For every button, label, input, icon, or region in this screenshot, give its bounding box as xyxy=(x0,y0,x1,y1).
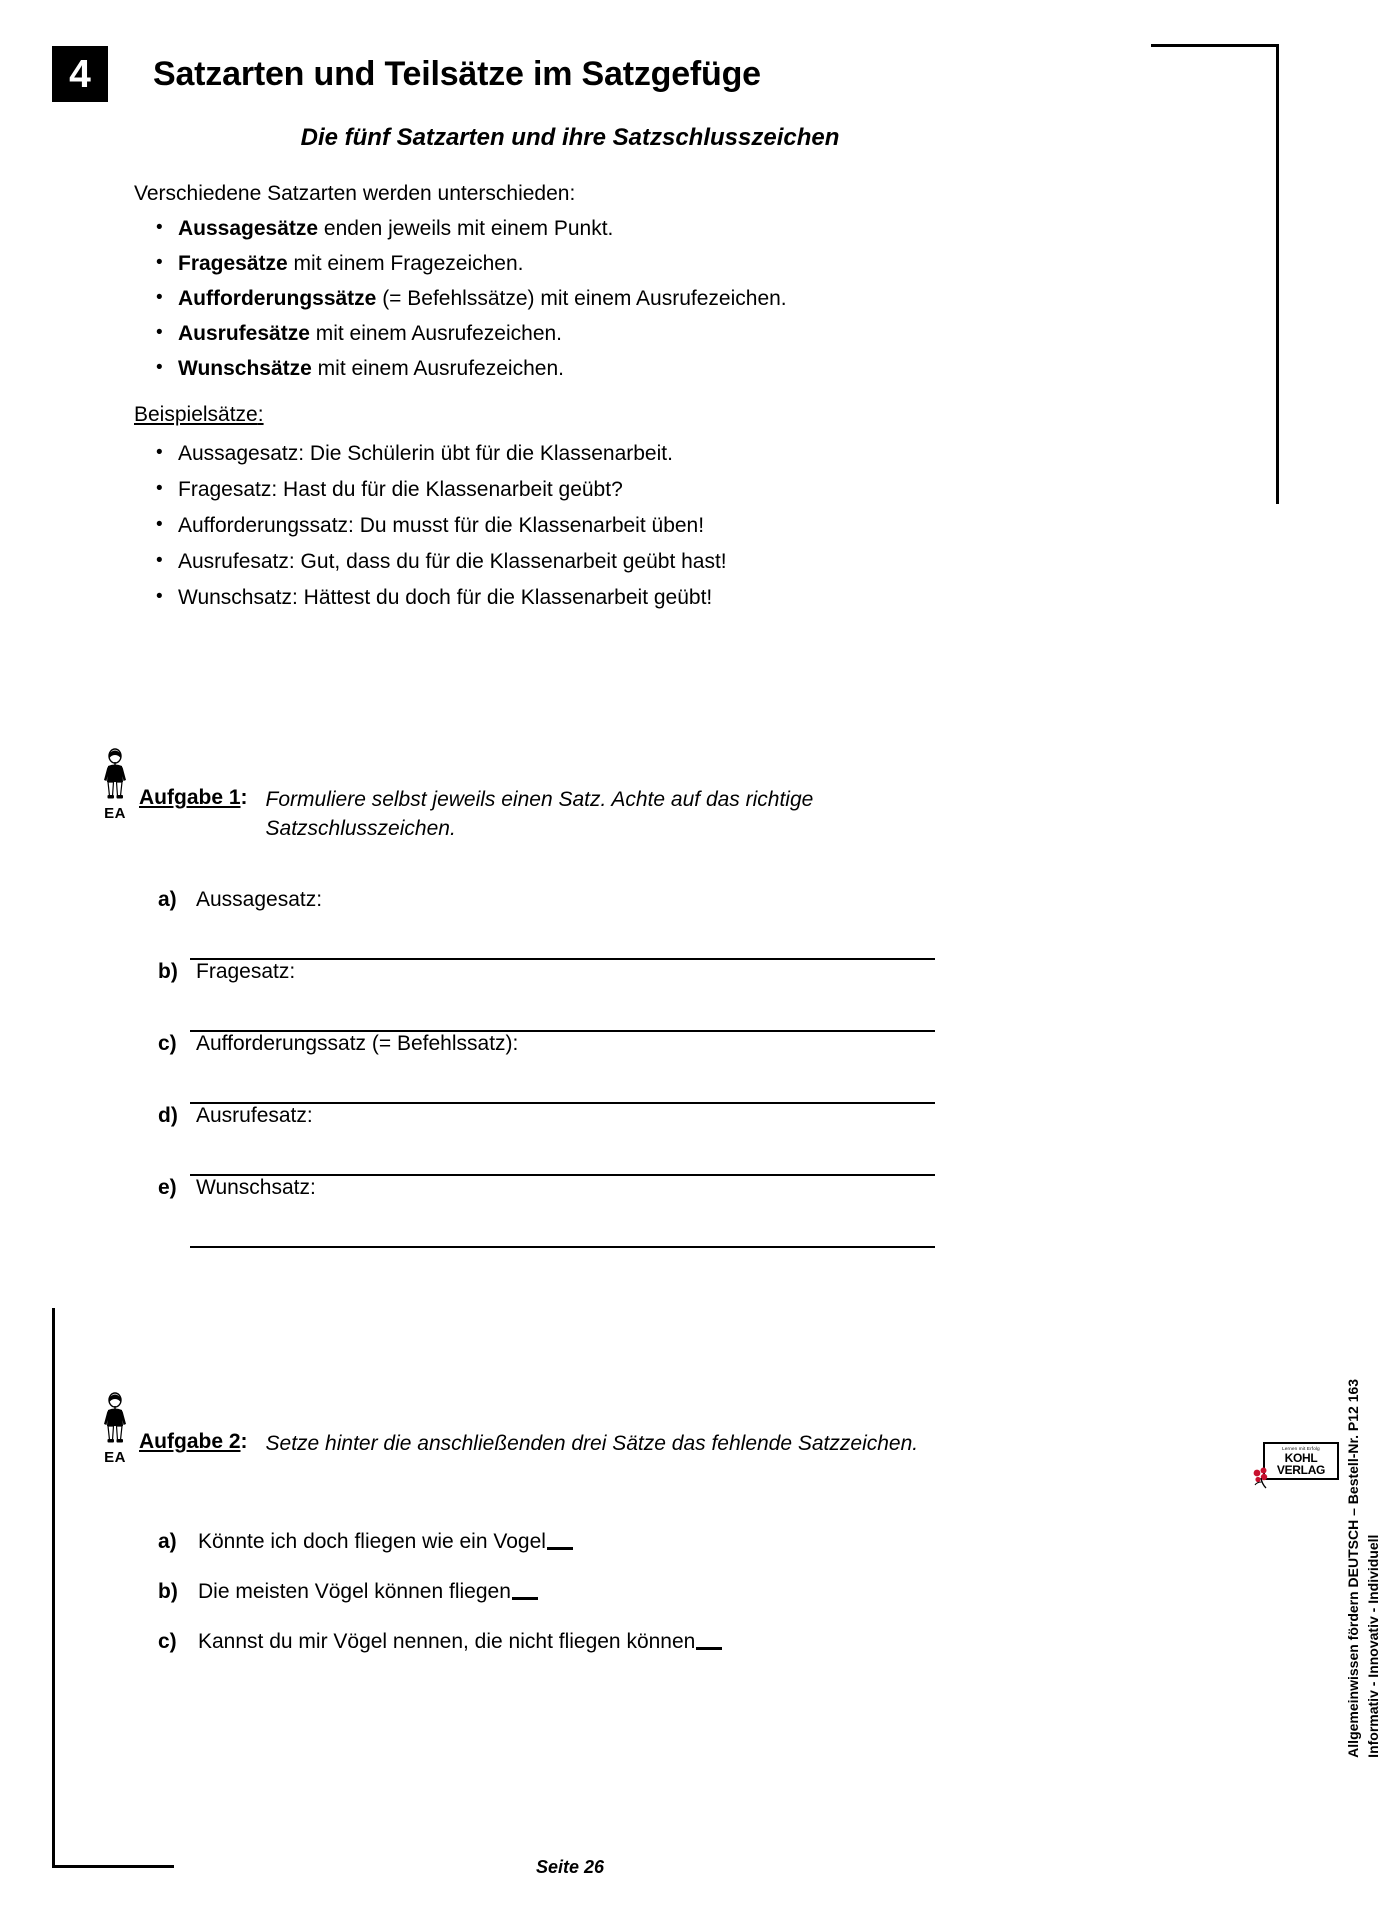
item-sentence xyxy=(198,1630,722,1654)
answer-letter: d) xyxy=(158,1104,178,1127)
answer-write-line[interactable] xyxy=(190,1246,935,1248)
answer-label: Wunschsatz: xyxy=(196,1176,316,1199)
item-letter: c) xyxy=(158,1630,177,1653)
person-figure-icon xyxy=(98,748,132,804)
answer-letter: b) xyxy=(158,960,178,983)
frame-line-vertical xyxy=(1276,44,1279,504)
item-sentence-text: Die meisten Vögel können fliegen xyxy=(198,1580,511,1603)
item-sentence xyxy=(198,1580,538,1604)
satzart-rest: (= Befehlssätze) mit einem Ausrufezeichen. xyxy=(376,287,787,310)
beispielsaetze-list xyxy=(134,443,994,608)
satzart-term: Fragesätze xyxy=(178,252,288,275)
answer-label: Aufforderungssatz (= Befehlssatz): xyxy=(196,1032,519,1055)
item-letter: b) xyxy=(158,1580,178,1603)
list-item: • Aussagesatz: Die Schülerin übt für die Klassenarbeit. xyxy=(134,443,994,464)
aufgabe-1-colon: : xyxy=(240,786,248,809)
item-letter: a) xyxy=(158,1530,177,1553)
answer-label: Fragesatz: xyxy=(196,960,296,983)
beispielsaetze-heading-text: Beispielsätze xyxy=(134,403,258,426)
item-sentence-text: Könnte ich doch fliegen wie ein Vogel xyxy=(198,1530,546,1553)
list-item: • Fragesatz: Hast du für die Klassenarbeit geübt? xyxy=(134,479,994,500)
intro-text: Verschiedene Satzarten werden unterschieden: xyxy=(134,182,576,205)
aufgabe-1-label: Aufgabe 1 xyxy=(139,786,241,809)
aufgabe-2-colon: : xyxy=(240,1430,248,1453)
satzarten-list xyxy=(134,218,994,379)
list-item xyxy=(134,288,994,309)
page-title: Satzarten und Teilsätze im Satzgefüge xyxy=(153,54,761,93)
frame-line-vertical xyxy=(52,1308,55,1868)
list-item: • Wunschsatz: Hättest du doch für die Klassenarbeit geübt! xyxy=(134,587,994,608)
publisher-logo xyxy=(1263,1442,1339,1481)
logo-flower-icon xyxy=(1249,1464,1275,1490)
satzart-term: Ausrufesätze xyxy=(178,322,310,345)
beispielsaetze-heading xyxy=(134,403,994,427)
page-header xyxy=(52,46,761,102)
answer-row[interactable] xyxy=(158,1104,1093,1176)
list-item xyxy=(134,253,994,274)
list-item xyxy=(134,323,994,344)
aufgabe-1-header xyxy=(95,786,1095,844)
answer-letter: a) xyxy=(158,888,177,911)
answer-row[interactable] xyxy=(158,960,1093,1032)
logo-name: KOHL VERLAG xyxy=(1276,1451,1326,1477)
ea-icon-label: EA xyxy=(104,805,126,822)
list-item[interactable] xyxy=(158,1580,1058,1630)
answer-row[interactable] xyxy=(158,1032,1093,1104)
list-item[interactable] xyxy=(158,1530,1058,1580)
list-item: • Ausrufesatz: Gut, dass du für die Klassenarbeit geübt hast! xyxy=(134,551,994,572)
sidebar-publisher-text xyxy=(1343,1379,1384,1758)
answer-row[interactable] xyxy=(158,1176,1093,1248)
answer-row[interactable] xyxy=(158,888,1093,960)
satzart-rest: enden jeweils mit einem Punkt. xyxy=(318,217,614,240)
item-sentence xyxy=(198,1530,573,1554)
answer-label: Aussagesatz: xyxy=(196,888,323,911)
aufgabe-2-description: Setze hinter die anschließenden drei Sätze das fehlende Satzzeichen. xyxy=(265,1432,919,1455)
satzart-term: Aufforderungssätze xyxy=(178,287,377,310)
ea-icon-label: EA xyxy=(104,1449,126,1466)
lesson-content xyxy=(134,183,994,623)
punctuation-blank[interactable] xyxy=(547,1547,573,1550)
chapter-number-badge: 4 xyxy=(52,46,108,102)
answer-letter: c) xyxy=(158,1032,177,1055)
aufgabe-2-label: Aufgabe 2 xyxy=(139,1430,241,1453)
punctuation-blank[interactable] xyxy=(696,1647,722,1650)
beispielsaetze-heading-colon: : xyxy=(257,403,264,426)
satzart-term: Wunschsätze xyxy=(178,357,312,380)
punctuation-blank[interactable] xyxy=(512,1597,538,1600)
list-item xyxy=(134,358,994,379)
answer-letter: e) xyxy=(158,1176,177,1199)
frame-line-horizontal xyxy=(1151,44,1279,47)
ea-person-icon xyxy=(95,1392,135,1466)
answer-label: Ausrufesatz: xyxy=(196,1104,313,1127)
list-item xyxy=(134,218,994,239)
satzart-term: Aussagesätze xyxy=(178,217,319,240)
logo-tagline: Lernen mit Erfolg xyxy=(1282,1445,1320,1451)
page-subtitle: Die fünf Satzarten und ihre Satzschlusszeichen xyxy=(300,124,840,151)
item-sentence-text: Kannst du mir Vögel nennen, die nicht fliegen können xyxy=(198,1630,696,1653)
list-item: • Aufforderungssatz: Du musst für die Klassenarbeit üben! xyxy=(134,515,994,536)
satzart-rest: mit einem Ausrufezeichen. xyxy=(311,357,564,380)
sidebar-line-2: Informativ - Innovativ - Individuell xyxy=(1365,1534,1382,1758)
aufgabe-2-items xyxy=(158,1530,1058,1680)
page-footer: Seite 26 xyxy=(535,1857,605,1877)
aufgabe-1-answers xyxy=(158,888,1093,1248)
list-item[interactable] xyxy=(158,1630,1058,1680)
aufgabe-1-description: Formuliere selbst jeweils einen Satz. Achte auf das richtige Satzschlusszeichen. xyxy=(265,788,814,840)
page-frame-corner-top-right xyxy=(1151,44,1279,504)
ea-person-icon xyxy=(95,748,135,822)
person-figure-icon xyxy=(98,1392,132,1448)
satzart-rest: mit einem Ausrufezeichen. xyxy=(309,322,563,345)
satzart-rest: mit einem Fragezeichen. xyxy=(287,252,524,275)
aufgabe-2-header xyxy=(95,1430,1095,1466)
sidebar-line-1: Allgemeinwissen fördern DEUTSCH – Bestell-Nr. P12 163 xyxy=(1345,1378,1361,1758)
